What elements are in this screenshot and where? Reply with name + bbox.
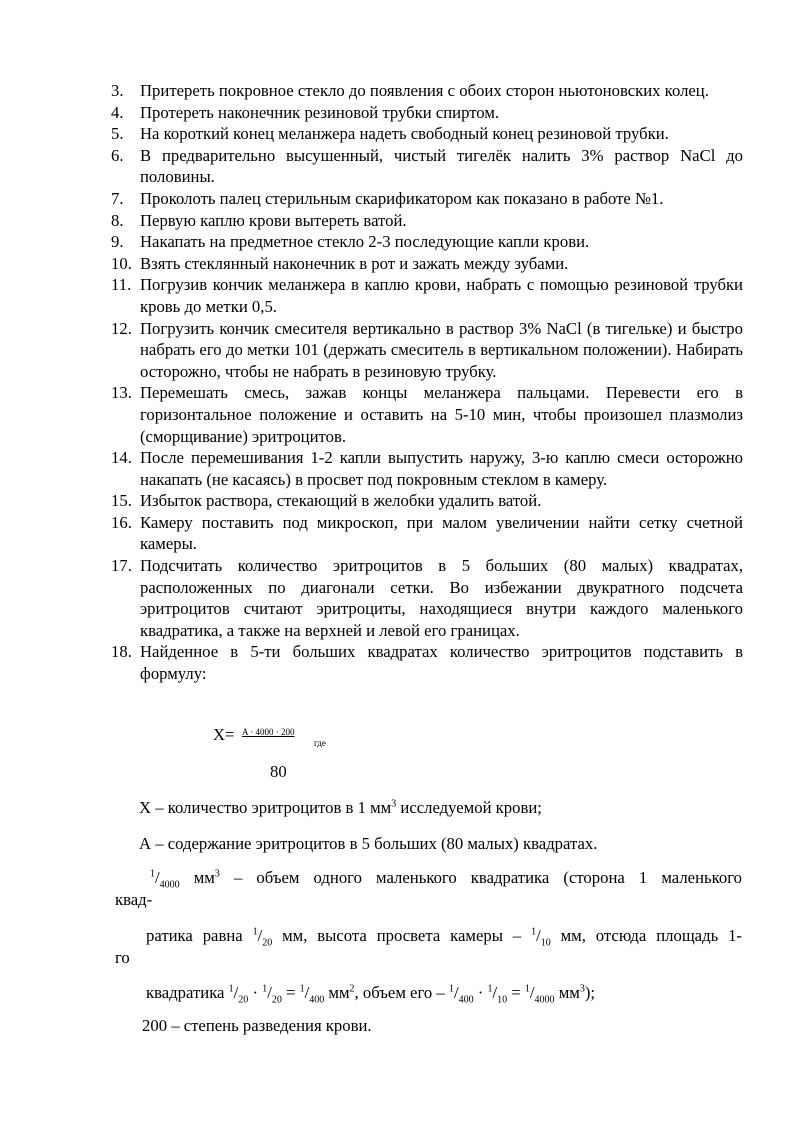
list-item-text: Камеру поставить под микроскоп, при малом увеличении найти сетку счетной камеры. — [140, 512, 743, 554]
definition-volume-line2: квад- — [115, 890, 153, 909]
list-item-number: 16. — [111, 512, 132, 532]
list-item-number: 18. — [111, 642, 132, 662]
list-item-number: 10. — [111, 253, 132, 273]
list-item-text: Найденное в 5-ти больших квадратах количество эритроцитов подставить в формулу: — [140, 642, 743, 684]
formula-where: где — [314, 738, 326, 748]
list-item — [111, 447, 743, 490]
list-item-number: 3. — [111, 81, 124, 100]
definition-x: X – количество эритроцитов в 1 $мм^3$ исследуемой крови; — [139, 798, 542, 817]
list-item-number: 14. — [111, 448, 132, 468]
list-item-text: Погрузить кончик смесителя вертикально в раствор 3% NaCl (в тигельке) и быстро набрать его до метки 101 (держать смеситель в вертикальном положении). Набирать осторожно, чтобы не набрать в резиновую трубку. — [140, 318, 743, 381]
formula-denominator: 80 — [270, 762, 287, 781]
list-item — [111, 555, 743, 641]
list-item-number: 11. — [111, 275, 132, 295]
list-item-number: 17. — [111, 556, 132, 576]
list-item — [111, 188, 743, 210]
list-item-text: Взять стеклянный наконечник в рот и зажать между зубами. — [140, 253, 569, 273]
list-item-text: В предварительно высушенный, чистый тигелёк налить 3% раствор NaCl до половины. — [140, 145, 743, 187]
list-item-number: 4. — [111, 102, 124, 122]
list-item — [111, 253, 743, 275]
definition-dilution: 200 – степень разведения крови. — [142, 1016, 372, 1035]
list-item-text: Перемешать смесь, зажав концы меланжера пальцами. Перевести его в горизонтальное положение и оставить на 5-10 мин, чтобы произошел плазмолиз (сморщивание) эритроцитов. — [140, 383, 743, 446]
list-item-text: Первую каплю крови вытереть ватой. — [140, 210, 407, 230]
list-item — [111, 80, 743, 102]
formula-numerator: A · 4000 · 200 — [242, 727, 295, 737]
list-item-text: Накапать на предметное стекло 2-3 последующие капли крови. — [140, 232, 590, 252]
instruction-list — [111, 80, 743, 685]
list-item-number: 5. — [111, 124, 124, 144]
list-item — [111, 641, 743, 684]
list-item — [111, 123, 743, 145]
list-item-number: 9. — [111, 232, 124, 252]
list-item-text: Подсчитать количество эритроцитов в 5 больших (80 малых) квадратах, расположенных по диагонали сетки. Во избежании двукратного подсчета эритроцитов считают эритроциты, находящиеся внутри каждого маленького квадратика, а также на верхней и левой его границах. — [140, 556, 743, 640]
list-item-number: 12. — [111, 318, 132, 338]
formula-lhs: X= — [213, 725, 235, 744]
definition-volume-line1: $^1/_{4000}$ $мм^3$ – объем одного маленького квадратика (сторона 1 маленького — [150, 868, 742, 891]
list-item-text: Погрузив кончик меланжера в каплю крови, набрать с помощью резиновой трубки кровь до метки 0,5. — [140, 275, 743, 316]
list-item — [111, 145, 743, 188]
definition-ratio-line2: го — [115, 948, 130, 967]
list-item — [111, 274, 743, 317]
list-item — [111, 318, 743, 383]
list-item-number: 15. — [111, 491, 132, 511]
list-item — [111, 512, 743, 555]
formula — [213, 725, 234, 745]
list-item-number: 7. — [111, 188, 124, 208]
definition-area: квадратика $^1/_{20} \cdot ^1/_{20} = ^1/_{400}$ $мм^2$, объем его – $^1/_{400} \cdot ^1/_{10} = ^1/_{4000}$ $мм^3$); — [146, 983, 596, 1006]
list-item-text: После перемешивания 1-2 капли выпустить наружу, 3-ю каплю смеси осторожно накапать (не касаясь) в просвет под покровным стеклом в камеру. — [140, 448, 743, 489]
definition-ratio-line1: ратика равна $^1/_{20}$ мм, высота просвета камеры – $^1/_{10}$ мм, отсюда площадь 1- — [146, 926, 742, 949]
list-item-text: Протереть наконечник резиновой трубки спиртом. — [140, 102, 500, 122]
list-item — [111, 382, 743, 447]
list-item-text: На короткий конец меланжера надеть свободный конец резиновой трубки. — [140, 124, 669, 144]
definition-a: А – содержание эритроцитов в 5 больших (80 малых) квадратах. — [139, 834, 598, 853]
list-item — [111, 231, 743, 253]
list-item — [111, 490, 743, 512]
list-item — [111, 102, 743, 124]
list-item-text: Проколоть палец стерильным скарификатором как показано в работе №1. — [140, 188, 664, 208]
list-item-text: Притереть покровное стекло до появления с обоих сторон ньютоновских колец. — [140, 81, 709, 100]
list-item-number: 8. — [111, 210, 124, 230]
list-item-text: Избыток раствора, стекающий в желобки удалить ватой. — [140, 491, 542, 511]
list-item-number: 13. — [111, 383, 132, 403]
list-item — [111, 210, 743, 232]
list-item-number: 6. — [111, 145, 124, 165]
